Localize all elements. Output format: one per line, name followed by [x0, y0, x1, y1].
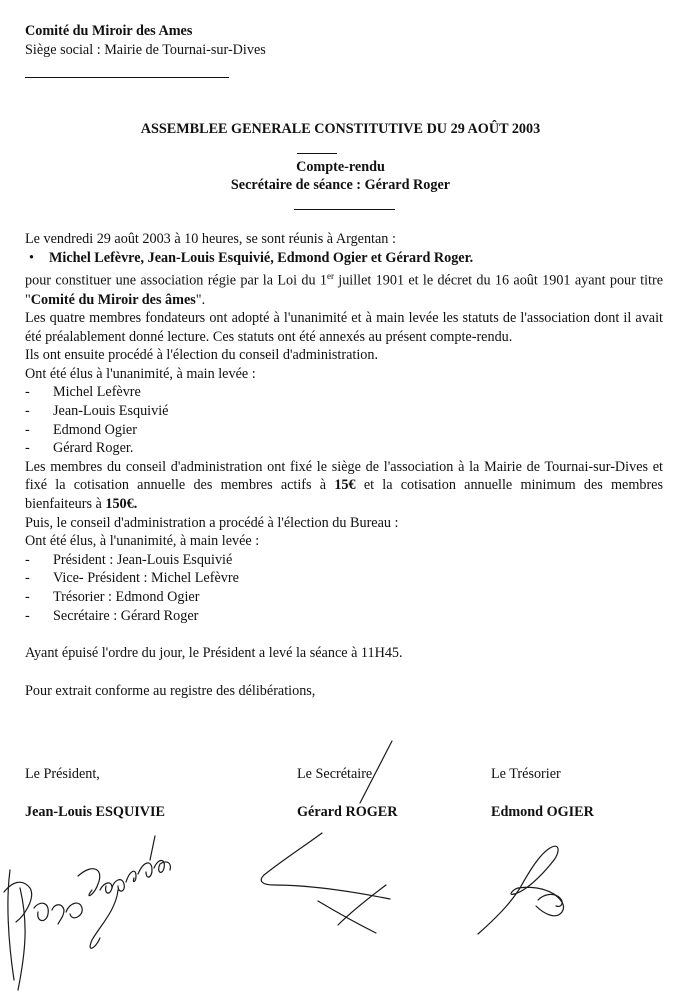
list-item: - Secrétaire : Gérard Roger [25, 607, 199, 624]
purpose-paragraph [25, 267, 663, 309]
president-role: Le Président, [25, 766, 100, 782]
purpose-superscript: er [326, 271, 334, 282]
founders-list: Michel Lefèvre, Jean-Louis Esquivié, Edmond Ogier et Gérard Roger. [49, 249, 474, 266]
purpose-end: ". [195, 291, 206, 308]
list-item: - Président : Jean-Louis Esquivié [25, 551, 233, 568]
organization-name: Comité du Miroir des Ames [25, 23, 193, 39]
title-divider [297, 153, 337, 154]
document-subtitle: Compte-rendu [296, 159, 385, 175]
secretary-role: Le Secrétaire [297, 766, 373, 782]
list-item: - Jean-Louis Esquivié [25, 403, 169, 420]
board-election-intro: Ils ont ensuite procédé à l'élection du conseil d'administration. [25, 347, 379, 364]
bureau-members-list [25, 551, 663, 625]
registered-office: Siège social : Mairie de Tournai-sur-Dives [25, 41, 266, 58]
association-name: Comité du Miroir des âmes [30, 291, 196, 308]
list-item: - Michel Lefèvre [25, 384, 141, 401]
treasurer-role: Le Trésorier [491, 766, 561, 782]
secretary-name: Gérard ROGER [297, 804, 398, 820]
organization-header [25, 22, 266, 59]
bureau-elected-label: Ont été élus, à l'unanimité, à main levée : [25, 533, 260, 550]
meeting-intro: Le vendredi 29 août 2003 à 10 heures, se sont réunis à Argentan : [25, 231, 396, 247]
active-fee: 15€ [334, 477, 356, 494]
president-name: Jean-Louis ESQUIVIE [25, 804, 165, 820]
bureau-election-intro: Puis, le conseil d'administration a procédé à l'élection du Bureau : [25, 514, 399, 531]
treasurer-name: Edmond OGIER [491, 804, 594, 820]
statutes-paragraph: Les quatre membres fondateurs ont adopté à l'unanimité et à main levée les statuts de l'association dont il avait été préalablement donné lecture. Ces statuts ont été annexés au présent compte-rendu. [25, 310, 663, 345]
president-signature [0, 830, 200, 1000]
purpose-text-1: pour constituer une association régie par la Loi du 1 [25, 272, 327, 289]
bullet-icon: • [29, 249, 34, 266]
purpose-text-2: juillet 1901 et le décret du 16 août 1901 ayant pour titre " [25, 272, 664, 308]
list-item: - Vice- Président : Michel Lefèvre [25, 570, 239, 587]
closing-statement: Ayant épuisé l'ordre du jour, le Président a levé la séance à 11H45. [25, 645, 403, 662]
list-item: - Edmond Ogier [25, 421, 137, 438]
secretary-signature [250, 735, 450, 935]
treasurer-signature [470, 830, 590, 940]
extract-statement: Pour extrait conforme au registre des délibérations, [25, 682, 316, 699]
session-secretary: Secrétaire de séance : Gérard Roger [230, 177, 451, 193]
board-members-list [25, 383, 663, 457]
document-title: ASSEMBLEE GENERALE CONSTITUTIVE DU 29 AOÛT 2003 [140, 121, 541, 137]
minutes-body [25, 230, 663, 700]
founders-bullet [25, 249, 663, 268]
header-divider [25, 77, 229, 78]
subtitle-divider [294, 209, 395, 210]
fees-paragraph: Les membres du conseil d'administration ont fixé le siège de l'association à la Mairie de Tournai-sur-Dives et fixé la cotisation annuelle des membres actifs à 15€ et la cotisation annuelle minimum des membres bienfaiteurs à 150€. [25, 458, 664, 513]
board-elected-label: Ont été élus à l'unanimité, à main levée : [25, 365, 256, 382]
list-item: - Trésorier : Edmond Ogier [25, 589, 200, 606]
benefactor-fee: 150€. [105, 496, 138, 513]
list-item: - Gérard Roger. [25, 440, 134, 457]
